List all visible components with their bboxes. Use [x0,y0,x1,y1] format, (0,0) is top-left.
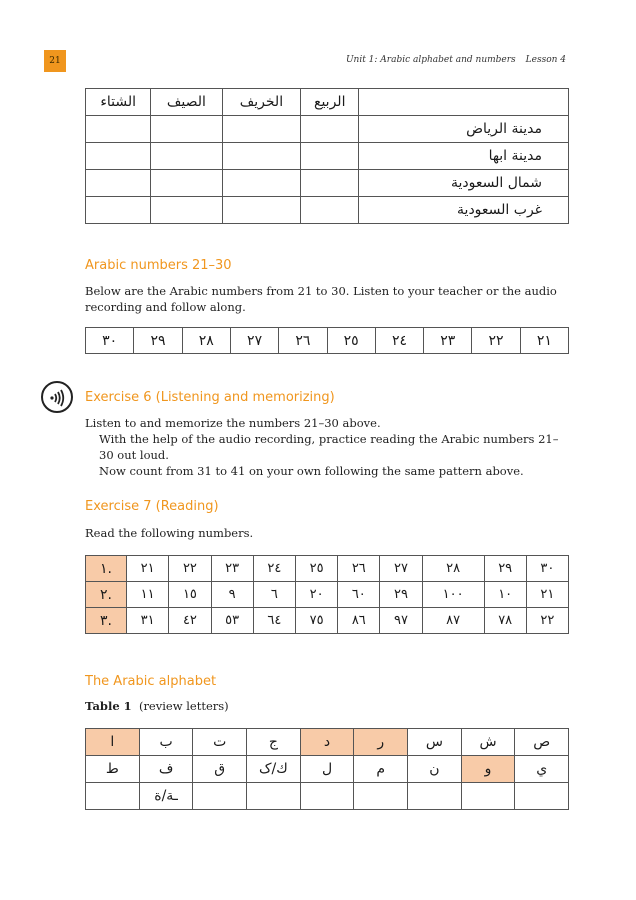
table-caption-text: (review letters) [138,699,229,713]
table-cell [359,89,569,116]
letter-cell: و [461,756,515,783]
table-cell [151,116,222,143]
exercise7-title: Exercise 7 (Reading) [85,499,219,514]
unit-title: Unit 1: Arabic alphabet and numbers [345,55,516,65]
numbers-table [85,327,569,354]
exercise6-line3: Now count from 31 to 41 on your own following the same pattern above. [99,464,524,478]
number-cell: ٣٠ [526,556,568,582]
table-row [86,582,569,608]
number-cell: ١٠ [484,582,526,608]
letter-cell: ر [354,729,408,756]
letter-cell [86,783,140,810]
table-cell [222,116,301,143]
table-row [86,729,569,756]
reading-table [85,555,569,634]
table-cell [86,143,151,170]
table-cell [222,197,301,224]
letter-cell [300,783,354,810]
number-cell: ٦ [253,582,295,608]
table-row [86,328,569,354]
number-cell: ٢٤ [375,328,423,354]
number-cell: ٢١ [526,582,568,608]
table-row [86,756,569,783]
row-number-cell: .٢ [86,582,127,608]
table-row [86,170,569,197]
exercise6-title: Exercise 6 (Listening and memorizing) [85,390,335,405]
table-row [86,783,569,810]
number-cell: ٧٥ [295,608,337,634]
letter-cell [461,783,515,810]
table-cell [222,143,301,170]
exercise6-line2: With the help of the audio recording, practice reading the Arabic numbers 21–30 out loud. [99,432,559,462]
number-cell: ٨٦ [338,608,380,634]
number-cell: ٥٣ [211,608,253,634]
table-row [86,116,569,143]
letter-cell: ص [515,729,569,756]
number-cell: ٢٦ [279,328,327,354]
number-cell: ٢١ [520,328,568,354]
number-cell: ٢٥ [327,328,375,354]
table-cell [222,170,301,197]
letter-cell: د [300,729,354,756]
number-cell: ١٥ [169,582,211,608]
number-cell: ١٠٠ [422,582,484,608]
table-cell [301,170,359,197]
letter-cell: ش [461,729,515,756]
table-cell [151,143,222,170]
table-row [86,608,569,634]
table-cell [151,197,222,224]
city-cell: شمال السعودية [359,170,569,197]
letter-cell: م [354,756,408,783]
letter-cell: ا [86,729,140,756]
table-cell: الربيع [301,89,359,116]
number-cell: ٩٧ [380,608,422,634]
table-row [86,89,569,116]
letter-cell [193,783,247,810]
number-cell: ٣٠ [86,328,134,354]
number-cell: ٢٩ [484,556,526,582]
table-cell: الصيف [151,89,222,116]
letter-cell [247,783,301,810]
table-caption-label: Table 1 [85,699,132,713]
number-cell: ٢٣ [211,556,253,582]
numbers-section-title: Arabic numbers 21–30 [85,258,232,273]
number-cell: ٨٧ [422,608,484,634]
number-cell: ٢٩ [380,582,422,608]
letter-cell: ف [139,756,193,783]
letter-cell: س [408,729,462,756]
number-cell: ٢٦ [338,556,380,582]
number-cell: ٢٧ [230,328,278,354]
table-caption [85,699,229,713]
number-cell: ٣١ [127,608,169,634]
letter-cell: ك/ک [247,756,301,783]
running-head [336,55,566,65]
letter-cell: ب [139,729,193,756]
letter-cell: ج [247,729,301,756]
number-cell: ٢٢ [169,556,211,582]
table-row [86,143,569,170]
letter-cell: ل [300,756,354,783]
table-cell [86,116,151,143]
letter-cell [354,783,408,810]
number-cell: ٢٩ [134,328,182,354]
letter-cell: ن [408,756,462,783]
page-number: 21 [44,50,66,72]
row-number-cell: .٣ [86,608,127,634]
table-cell [151,170,222,197]
table-row [86,556,569,582]
table-row [86,197,569,224]
lesson-label: Lesson 4 [525,55,566,65]
letter-cell: ق [193,756,247,783]
number-cell: ١١ [127,582,169,608]
number-cell: ٢٨ [422,556,484,582]
table-cell [86,197,151,224]
letter-cell: ط [86,756,140,783]
exercise6-line1: Listen to and memorize the numbers 21–30 above. [85,416,381,430]
number-cell: ٢٢ [472,328,520,354]
table-cell [301,197,359,224]
exercise7-instruction: Read the following numbers. [85,526,254,540]
number-cell: ٦٠ [338,582,380,608]
city-cell: مدينة ابها [359,143,569,170]
number-cell: ٤٢ [169,608,211,634]
city-cell: مدينة الرياض [359,116,569,143]
alphabet-table [85,728,569,810]
number-cell: ٢٤ [253,556,295,582]
letter-cell [515,783,569,810]
number-cell: ٩ [211,582,253,608]
letter-cell: ي [515,756,569,783]
city-cell: غرب السعودية [359,197,569,224]
exercise6-text [85,415,571,479]
number-cell: ٢٣ [424,328,472,354]
number-cell: ٢٠ [295,582,337,608]
number-cell: ٢٧ [380,556,422,582]
sound-waves-icon [48,388,68,408]
number-cell: ٧٨ [484,608,526,634]
table-cell [301,143,359,170]
table-cell [86,170,151,197]
number-cell: ٢٢ [526,608,568,634]
table-cell [301,116,359,143]
number-cell: ٢٨ [182,328,230,354]
number-cell: ٢٥ [295,556,337,582]
letter-cell: ت [193,729,247,756]
seasons-table [85,88,569,224]
numbers-intro-text: Below are the Arabic numbers from 21 to 30. Listen to your teacher or the audio recording and follow along. [85,284,557,314]
alphabet-section-title: The Arabic alphabet [85,674,217,689]
letter-cell [408,783,462,810]
table-cell: الشتاء [86,89,151,116]
row-number-cell: .١ [86,556,127,582]
letter-cell: ـة/ة [139,783,193,810]
audio-icon[interactable] [41,381,73,413]
table-cell: الخريف [222,89,301,116]
number-cell: ٦٤ [253,608,295,634]
number-cell: ٢١ [127,556,169,582]
